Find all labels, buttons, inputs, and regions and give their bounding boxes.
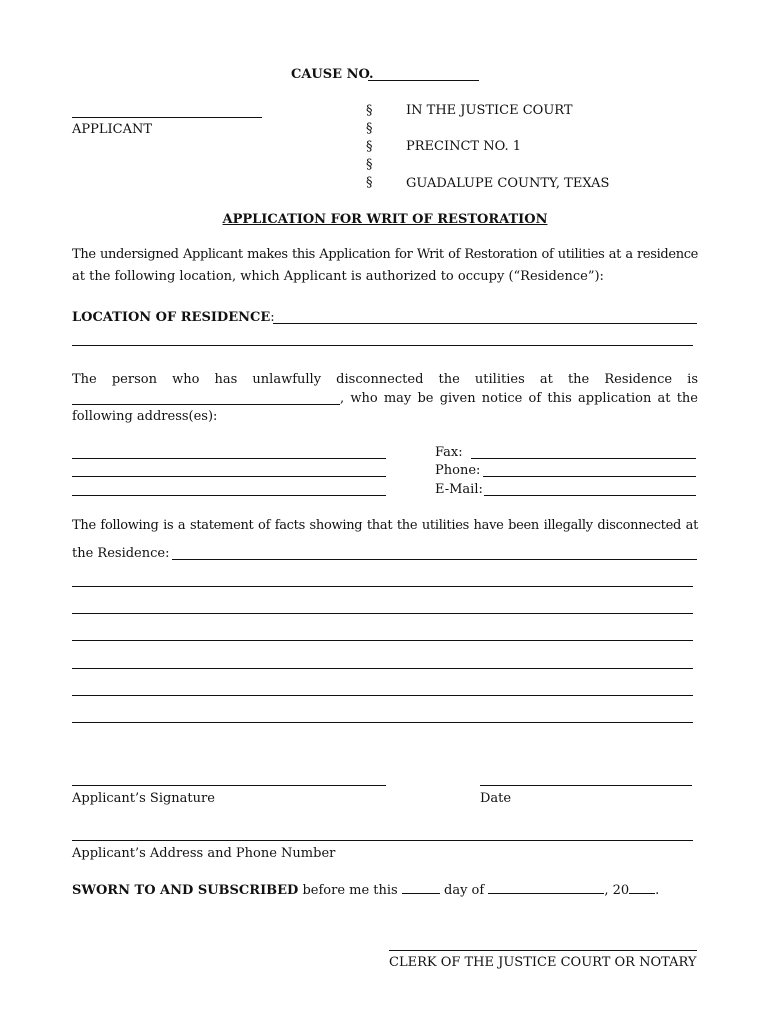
sworn-before-me: before me this — [298, 883, 402, 898]
section-symbol: § — [366, 139, 373, 154]
facts-field-2[interactable] — [72, 586, 693, 587]
sworn-statement — [72, 883, 659, 897]
section-symbol: § — [366, 175, 373, 190]
address-field-1[interactable] — [72, 458, 386, 459]
sworn-day-field[interactable] — [402, 883, 440, 894]
person-line-2: , who may be given notice of this application at the — [340, 391, 698, 406]
precinct: PRECINCT NO. 1 — [406, 139, 522, 154]
clerk-signature-field[interactable] — [389, 950, 697, 951]
sworn-month-field[interactable] — [488, 883, 604, 894]
facts-residence-label: the Residence: — [72, 546, 170, 561]
phone-field[interactable] — [483, 476, 696, 477]
facts-line-1: The following is a statement of facts showing that the utilities have been illegally disconnected at — [72, 518, 698, 533]
email-label: E-Mail: — [435, 482, 483, 497]
document-title: APPLICATION FOR WRIT OF RESTORATION — [222, 212, 548, 227]
county: GUADALUPE COUNTY, TEXAS — [406, 176, 610, 191]
date-field[interactable] — [480, 785, 692, 786]
location-field-line-2[interactable] — [72, 345, 693, 346]
sworn-year-field[interactable] — [629, 883, 655, 894]
intro-line-1: The undersigned Applicant makes this Application for Writ of Restoration of utilities at a residence — [72, 247, 698, 262]
applicant-signature-label: Applicant’s Signature — [72, 791, 215, 806]
person-name-field[interactable] — [72, 404, 340, 405]
facts-field-1[interactable] — [172, 559, 697, 560]
facts-field-4[interactable] — [72, 640, 693, 641]
cause-no-label: CAUSE NO. — [291, 67, 374, 82]
address-field-2[interactable] — [72, 476, 386, 477]
section-symbol: § — [366, 103, 373, 118]
address-phone-field[interactable] — [72, 840, 693, 841]
intro-line-2: at the following location, which Applicant is authorized to occupy (“Residence”): — [72, 269, 604, 284]
location-colon: : — [270, 310, 275, 325]
cause-no-blank[interactable] — [368, 80, 479, 81]
address-field-3[interactable] — [72, 495, 386, 496]
location-of-residence — [72, 311, 275, 324]
section-symbol: § — [366, 121, 373, 136]
date-label: Date — [480, 791, 512, 806]
facts-field-7[interactable] — [72, 722, 693, 723]
address-phone-label: Applicant’s Address and Phone Number — [72, 846, 336, 861]
facts-field-3[interactable] — [72, 613, 693, 614]
facts-field-5[interactable] — [72, 668, 693, 669]
sworn-day-of: day of — [439, 883, 489, 898]
phone-label: Phone: — [435, 463, 481, 478]
applicant-signature-field[interactable] — [72, 785, 386, 786]
court-name: IN THE JUSTICE COURT — [406, 103, 573, 118]
sworn-year-prefix: , 20 — [604, 883, 630, 898]
sworn-period: . — [655, 883, 660, 898]
section-symbol: § — [366, 157, 373, 172]
email-field[interactable] — [484, 495, 696, 496]
applicant-name-blank[interactable] — [72, 117, 262, 118]
location-field[interactable] — [273, 323, 697, 324]
location-label: LOCATION OF RESIDENCE — [72, 310, 271, 325]
applicant-label: APPLICANT — [72, 122, 153, 137]
facts-field-6[interactable] — [72, 695, 693, 696]
fax-label: Fax: — [435, 445, 463, 460]
person-line-1: The person who has unlawfully disconnected the utilities at the Residence is — [72, 372, 698, 387]
sworn-bold: SWORN TO AND SUBSCRIBED — [72, 883, 299, 898]
fax-field[interactable] — [471, 458, 696, 459]
clerk-label: CLERK OF THE JUSTICE COURT OR NOTARY — [389, 955, 697, 970]
person-line-3: following address(es): — [72, 409, 218, 424]
